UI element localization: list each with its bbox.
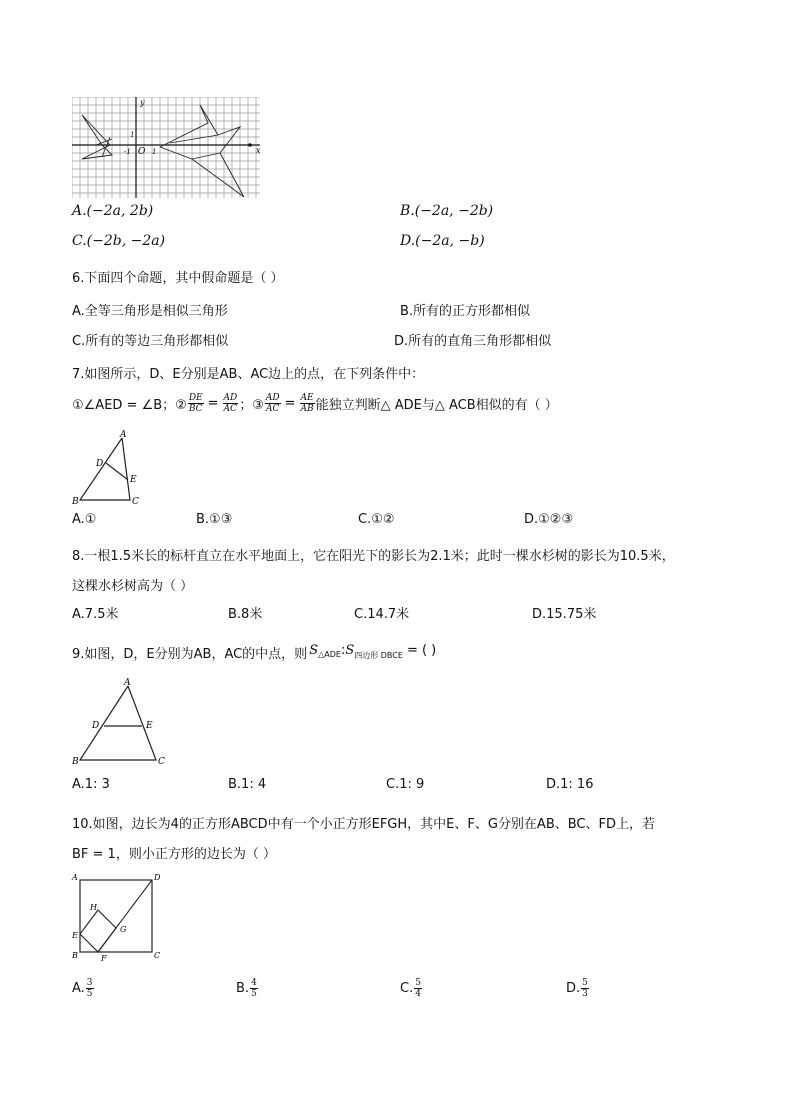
q8-line1: 8.一根1.5米长的标杆直立在水平地面上，它在阳光下的影长为2.1米；此时一棵水杉树的影长为10.5米， <box>72 549 675 564</box>
q7-option-a: A.① <box>72 512 97 527</box>
svg-text:H: H <box>90 903 97 912</box>
svg-text:E: E <box>72 931 78 940</box>
svg-text:A: A <box>124 678 131 688</box>
q8-option-b: B.8米 <box>228 607 263 622</box>
q8-option-a: A.7.5米 <box>72 607 119 622</box>
q10-line1: 10.如图，边长为4的正方形ABCD中有一个小正方形EFGH，其中E、F、G分别在AB、BC、FD上，若 <box>72 817 655 832</box>
q5-option-a: A.(−2a, 2b) <box>72 203 154 219</box>
q9-option-a: A.1: 3 <box>72 777 110 792</box>
svg-text:A: A <box>120 430 127 440</box>
q8-line2: 这棵水杉树高为（ ） <box>72 579 194 594</box>
q5-option-d: D.(−2a, −b) <box>400 233 485 249</box>
q6-stem: 6.下面四个命题，其中假命题是（ ） <box>72 271 284 286</box>
q7-stem: 7.如图所示，D、E分别是AB、AC边上的点，在下列条件中： <box>72 367 425 382</box>
y-axis-label: y <box>140 98 145 107</box>
q6-option-c: C.所有的等边三角形都相似 <box>72 334 229 349</box>
q7-option-d: D.①②③ <box>524 512 574 527</box>
svg-text:G: G <box>120 925 127 934</box>
q10-option-a: A. 3 5 <box>72 978 93 999</box>
svg-text:1: 1 <box>152 148 157 156</box>
svg-text:B: B <box>72 951 78 960</box>
q7-triangle-figure <box>70 428 150 508</box>
svg-text:1: 1 <box>130 131 135 139</box>
svg-text:B: B <box>72 757 79 767</box>
coordinate-grid-figure <box>72 97 262 199</box>
q9-option-d: D.1: 16 <box>546 777 594 792</box>
q10-option-d: D. 5 3 <box>566 978 588 999</box>
q6-option-a: A.全等三角形是相似三角形 <box>72 304 228 319</box>
q5-option-c: C.(−2b, −2a) <box>72 233 166 249</box>
svg-text:C: C <box>154 951 161 960</box>
q9-triangle-figure <box>70 676 170 768</box>
q7-option-c: C.①② <box>358 512 395 527</box>
q9-option-b: B.1: 4 <box>228 777 267 792</box>
x-axis-label: x <box>256 146 261 155</box>
svg-text:E: E <box>130 475 137 485</box>
svg-text:A: A <box>72 873 78 882</box>
q10-square-figure <box>68 870 168 962</box>
svg-text:F: F <box>101 954 107 962</box>
q8-option-d: D.15.75米 <box>532 607 597 622</box>
q6-option-d: D.所有的直角三角形都相似 <box>394 334 552 349</box>
q9-stem: 9.如图，D，E分别为AB，AC的中点，则 S △ADE : S 四边形 DBCE = ( ) <box>72 643 437 662</box>
svg-text:D: D <box>154 873 161 882</box>
q10-option-b: B. 4 5 <box>236 978 257 999</box>
q9-option-c: C.1: 9 <box>386 777 425 792</box>
large-polygon <box>160 105 244 197</box>
svg-text:C: C <box>158 757 165 767</box>
q7-option-b: B.①③ <box>196 512 233 527</box>
svg-text:B: B <box>72 497 79 507</box>
origin-label: O <box>138 147 146 157</box>
svg-text:D: D <box>92 721 100 731</box>
q5-option-b: B.(−2a, −2b) <box>400 203 494 219</box>
svg-text:-1: -1 <box>124 148 131 156</box>
q10-option-c: C. 5 4 <box>400 978 421 999</box>
q8-option-c: C.14.7米 <box>354 607 410 622</box>
q10-line2: BF = 1，则小正方形的边长为（ ） <box>72 847 276 862</box>
q6-option-b: B.所有的正方形都相似 <box>400 304 531 319</box>
svg-text:C: C <box>132 497 139 507</box>
svg-text:D: D <box>96 459 104 469</box>
q7-conditions: ①∠AED = ∠B；② $\frac{DE}{BC}$ = $\frac{AD}{AC}$ ；③ $\frac{AD}{AC}$ = $\frac{AE}{AB}$ 能独立判断△ ADE与△ ACB相似的有（ ） <box>72 393 558 414</box>
svg-text:E: E <box>146 721 153 731</box>
